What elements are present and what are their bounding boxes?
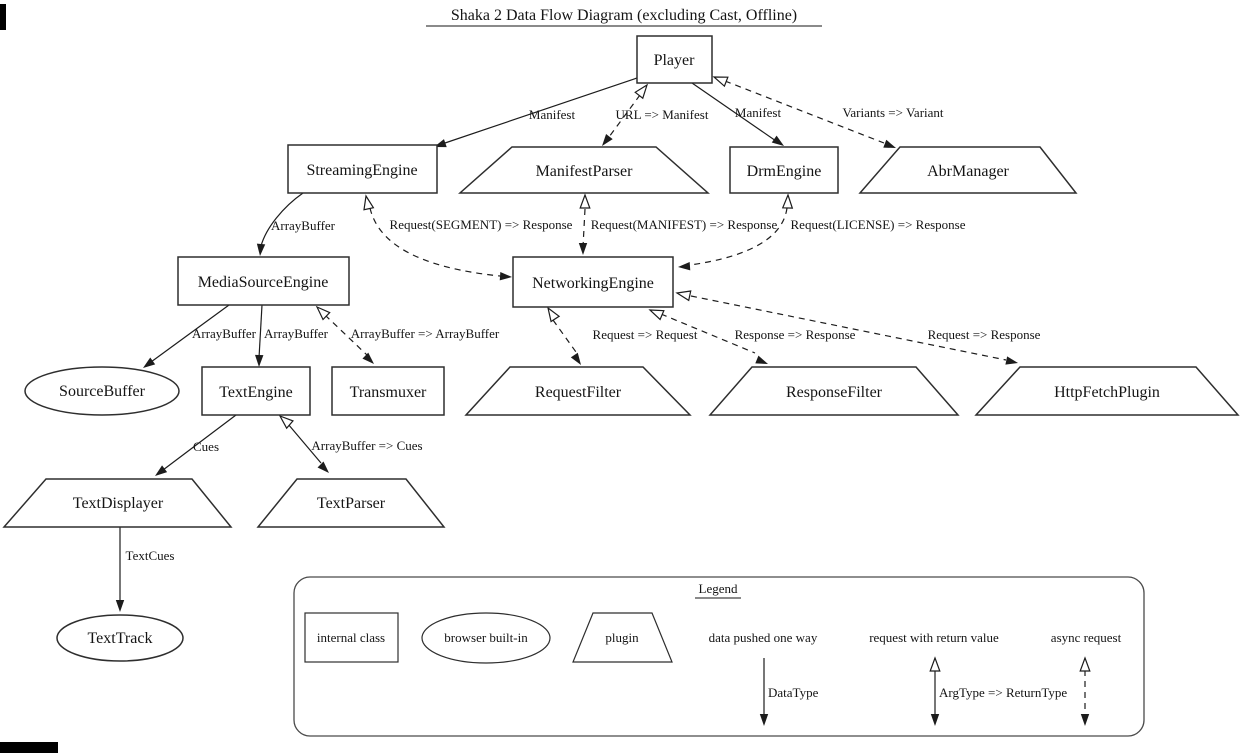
edge-manifestparser-networkingengine [579,195,590,255]
edge-label-request-request: Request => Request [592,327,698,342]
svg-text:browser built-in: browser built-in [444,630,528,645]
svg-text:ManifestParser: ManifestParser [535,163,633,180]
edge-label-cues: Cues [193,439,219,454]
screen-artifact-bottom-left [0,742,58,753]
node-player [637,36,712,83]
svg-text:TextDisplayer: TextDisplayer [72,495,164,512]
svg-text:internal class: internal class [316,630,386,645]
edge-label-arraybuffer-arraybuffer: ArrayBuffer => ArrayBuffer [350,326,500,341]
svg-text:SourceBuffer: SourceBuffer [59,383,145,400]
node-responsefilter [710,367,958,415]
svg-text:TextParser: TextParser [316,495,386,512]
legend-argtype-label: ArgType => ReturnType [939,685,1068,700]
edge-label-request-response: Request => Response [927,327,1041,342]
legend-plugin [573,613,672,662]
node-drmengine [730,147,838,193]
node-transmuxer [332,367,444,415]
edge-label-request-manifest: Request(MANIFEST) => Response [590,217,778,232]
node-mediasourceengine [178,257,349,305]
node-abrmanager [860,147,1076,193]
edge-label-arraybuffer-1: ArrayBuffer [270,218,336,233]
edge-textdisplayer-to-texttrack [116,527,124,612]
edge-label-arraybuffer-3: ArrayBuffer [263,326,329,341]
edge-label-manifest-1: Manifest [528,107,576,122]
edge-label-arraybuffer-2: ArrayBuffer [191,326,257,341]
node-textparser [258,479,444,527]
svg-text:ResponseFilter: ResponseFilter [786,384,882,401]
edge-label-variants-variant: Variants => Variant [842,105,944,120]
legend-async-request [1051,630,1122,726]
node-httpfetchplugin [976,367,1238,415]
node-manifestparser [460,147,708,193]
svg-text:TextEngine: TextEngine [219,384,293,401]
svg-text:StreamingEngine: StreamingEngine [306,162,418,179]
legend-data-pushed-one-way [709,630,819,726]
legend-internal-class [305,613,398,662]
legend-title: Legend [698,581,738,596]
edge-streamingengine-networkingengine [361,195,512,281]
node-textdisplayer [4,479,231,527]
svg-text:AbrManager: AbrManager [927,163,1009,180]
svg-text:data pushed one way: data pushed one way [708,630,818,645]
legend-frame [294,577,1144,736]
legend-browser-builtin [422,613,550,663]
screen-artifact-top-left [0,4,6,30]
node-requestfilter [466,367,690,415]
svg-text:TextTrack: TextTrack [87,630,153,647]
svg-text:async request: async request [1050,630,1122,645]
node-textengine [202,367,310,415]
svg-text:NetworkingEngine: NetworkingEngine [532,275,654,292]
diagram-title: Shaka 2 Data Flow Diagram (excluding Cast, Offline) [450,7,798,24]
edge-label-response-response: Response => Response [734,327,856,342]
edge-networkingengine-requestfilter [544,305,585,367]
svg-text:MediaSourceEngine: MediaSourceEngine [197,274,329,291]
svg-text:Transmuxer: Transmuxer [349,384,427,401]
node-streamingengine [288,145,437,193]
svg-text:request with return value: request with return value [869,630,999,645]
edge-label-request-segment: Request(SEGMENT) => Response [389,217,573,232]
svg-text:DrmEngine: DrmEngine [746,163,822,180]
edge-label-manifest-2: Manifest [734,105,782,120]
edge-label-arraybuffer-cues: ArrayBuffer => Cues [311,438,423,453]
node-sourcebuffer [25,367,179,415]
edge-mediasourceengine-to-textengine [255,305,264,367]
node-texttrack [57,615,183,661]
legend [294,577,1144,736]
edge-label-request-license: Request(LICENSE) => Response [790,217,966,232]
node-networkingengine [513,257,673,307]
edge-label-url-manifest: URL => Manifest [615,107,709,122]
legend-datatype-label: DataType [768,685,819,700]
svg-text:HttpFetchPlugin: HttpFetchPlugin [1054,384,1160,401]
edge-drmengine-networkingengine [678,195,793,271]
edge-label-textcues: TextCues [125,548,175,563]
legend-request-with-return-value [869,630,1067,726]
svg-text:Player: Player [653,52,695,69]
svg-text:plugin: plugin [605,630,639,645]
svg-text:RequestFilter: RequestFilter [534,384,622,401]
